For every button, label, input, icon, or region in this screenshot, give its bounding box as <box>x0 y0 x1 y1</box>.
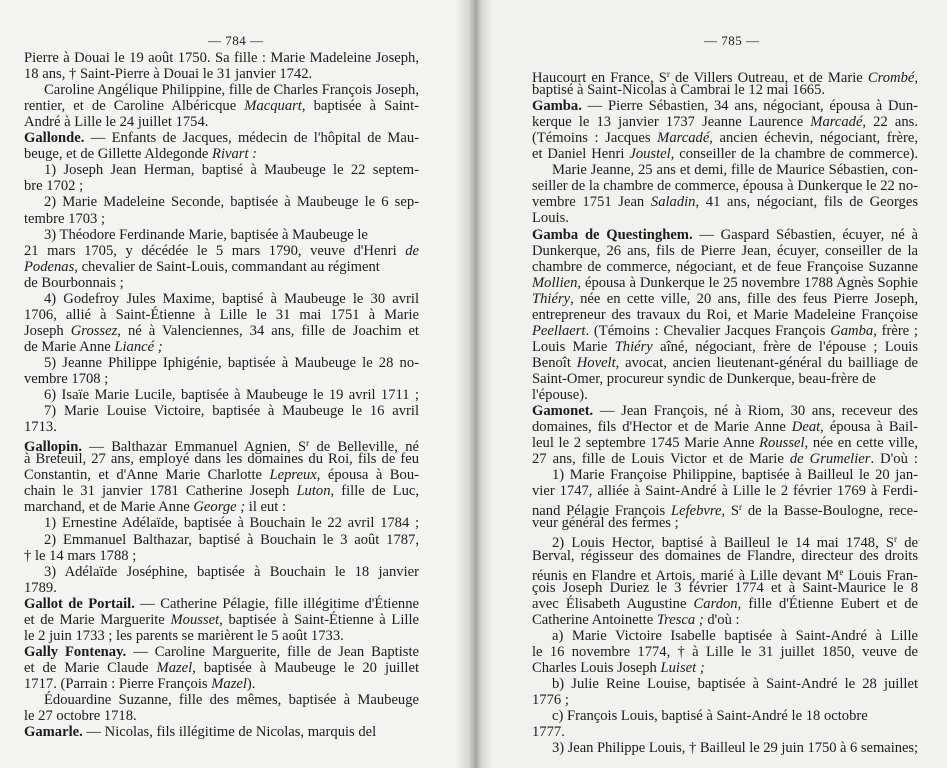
text-run: chambre de commerce, négociant, et de feue Françoise Suzanne <box>532 258 918 275</box>
text-line <box>532 194 918 210</box>
entry-heading: Gamonet. <box>532 403 594 420</box>
italic-name: Marcadé <box>657 130 710 147</box>
text-run: Louis Marie <box>532 338 615 355</box>
text-line <box>24 371 108 387</box>
text-run: nand Pélagie François <box>532 503 671 520</box>
text-run: de Bourbonnais ; <box>24 274 124 291</box>
text-line <box>532 692 569 708</box>
italic-name: Mollien <box>532 274 578 291</box>
text-run: Marie Jeanne, 25 ans et demi, fille de Maurice Sébastien, con- <box>552 162 918 179</box>
text-run: 2) Emmanuel Balthazar, baptisé à Bouchain le 3 août 1787, <box>44 531 419 548</box>
text-line <box>44 162 419 178</box>
entry-heading: Gamarle. <box>24 724 83 741</box>
text-run: de la Basse-Boulogne, rece- <box>742 503 918 520</box>
text-run: bre 1702 ; <box>24 178 84 195</box>
text-line <box>532 259 918 275</box>
text-line <box>44 564 419 580</box>
text-line <box>532 548 918 564</box>
text-line <box>24 676 255 692</box>
text-run: — Enfants de Jacques, médecin de l'hôpital de Mau- <box>84 130 419 147</box>
text-run: , avocat, ancien lieutenant-général du bailliage de <box>615 354 918 371</box>
text-run: c) François Louis, baptisé à Saint-André le 18 octobre <box>552 708 868 724</box>
text-run: r <box>894 534 898 545</box>
text-line <box>532 371 876 387</box>
italic-name: Hovelt <box>576 354 616 371</box>
text-line <box>532 291 918 307</box>
text-line <box>24 259 380 275</box>
text-run: r <box>739 502 743 513</box>
entry-heading: Gallonde. <box>24 130 85 147</box>
entry-heading: Gallot de Portail. <box>24 595 135 612</box>
text-line <box>532 339 918 355</box>
text-line <box>24 275 124 291</box>
text-line <box>24 708 137 724</box>
text-line <box>24 612 419 628</box>
text-line <box>552 708 868 724</box>
text-run: tembre 1703 ; <box>24 210 106 227</box>
italic-name: Gamba <box>830 322 874 339</box>
text-line <box>532 483 918 499</box>
text-run: et de Marie Marguerite <box>24 611 171 628</box>
text-run: , née en cette ville, 20 ans, fille des feus Pierre Joseph, <box>570 290 918 307</box>
text-run: réunis en Flandre et Artois, marié à Lille devant M <box>532 567 840 584</box>
text-run: leul le 2 septembre 1745 Marie Anne <box>532 435 760 452</box>
text-line <box>532 275 918 291</box>
text-run: de Villers Outreau, et de Marie <box>669 70 868 86</box>
text-run: vembre 1751 Jean <box>532 194 651 211</box>
text-run: — Balthazar Emmanuel Agnien, S <box>82 439 307 456</box>
text-run: et Daniel Henri <box>532 146 630 163</box>
text-line <box>532 435 918 451</box>
italic-name: Lefebvre <box>670 503 722 520</box>
text-run: 27 ans, fille de Louis Victor et de Marie <box>532 451 790 468</box>
text-run: de Marie Anne <box>24 338 115 355</box>
text-run: l'épouse). <box>532 387 588 403</box>
italic-name: Rivart : <box>212 146 258 163</box>
text-line <box>24 50 419 66</box>
text-line <box>24 323 419 339</box>
text-run: avec Élisabeth Augustine <box>532 595 694 612</box>
italic-name: Roussel <box>759 435 805 452</box>
italic-name: Peellaert <box>532 322 586 339</box>
text-line <box>24 178 83 194</box>
text-line <box>532 403 918 419</box>
text-line <box>532 660 705 676</box>
text-line <box>552 628 918 644</box>
text-run: 1) Marie Françoise Philippine, baptisée à Bailleul le 20 jan- <box>552 467 918 484</box>
text-line <box>24 483 419 499</box>
text-run: Dunkerque, 26 ans, fils de Pierre Jean, écuyer, conseiller de la <box>532 242 918 259</box>
text-run: Berval, régisseur des domaines de Flandre, directeur des droits <box>532 547 918 564</box>
text-run: il eut : <box>245 499 287 516</box>
italic-name: Luton <box>296 483 331 500</box>
text-run: André à Lille le 24 juillet 1754. <box>24 114 209 131</box>
text-run: — Caroline Marguerite, fille de Jean Baptiste <box>126 643 420 660</box>
text-run: — Gaspard Sébastien, écuyer, né à <box>692 226 918 243</box>
text-run: — Nicolas, fils illégitime de Nicolas, marquis del <box>82 724 377 741</box>
text-run: entrepreneur des travaux du Roi, et Marie Madeleine Françoise <box>532 306 918 323</box>
text-run: vembre 1708 ; <box>24 371 109 387</box>
text-run: de Belleville, né <box>309 439 419 456</box>
text-run: à Breteuil, 27 ans, employé dans les domaines du Roi, fils de feu <box>24 451 419 468</box>
text-run: , baptisée à Saint- <box>301 98 419 115</box>
text-run: 1777. <box>532 724 565 741</box>
text-line <box>532 724 565 740</box>
text-line <box>552 740 918 756</box>
text-line <box>24 130 419 146</box>
text-line <box>24 644 419 660</box>
text-line <box>44 387 419 403</box>
italic-name: Mazel <box>156 659 193 676</box>
text-run: 1713. <box>24 419 57 436</box>
text-run: , conseiller de la chambre de commerce). <box>670 146 918 163</box>
text-run: le 2 juin 1733 ; les parents se marièrent le 5 août 1733. <box>24 627 344 644</box>
italic-name: George ; <box>193 499 246 516</box>
entry-heading: Gally Fontenay. <box>24 643 127 660</box>
text-run: 6) Isaïe Marie Lucile, baptisée à Maubeuge le 19 avril 1711 ; <box>44 387 419 404</box>
text-run: 1) Ernestine Adélaïde, baptisée à Bouchain le 22 avril 1784 ; <box>44 515 419 532</box>
text-run: † le 14 mars 1788 ; <box>24 547 137 564</box>
text-run: , né à Valenciennes, 34 ans, fille de Joachim et <box>117 322 419 339</box>
text-line <box>24 499 286 515</box>
italic-name: Marcadé <box>810 114 863 131</box>
text-run: 7) Marie Louise Victoire, baptisée à Maubeuge le 16 avril <box>44 403 419 420</box>
text-line <box>532 130 918 146</box>
text-run: Constantin, et d'Anne Marie Charlotte <box>24 467 270 484</box>
text-run: , baptisée à Saint-Étienne à Lille <box>219 611 419 628</box>
text-run: e <box>839 566 844 577</box>
text-line <box>24 724 376 740</box>
text-run: vier 1747, alliée à Saint-André à Lille le 2 février 1769 à Ferdi- <box>532 483 918 500</box>
text-run: Benoît <box>532 354 577 371</box>
text-run: 1706, allié à Saint-Étienne à Lille le 31 mai 1751 à Marie <box>24 306 419 323</box>
text-line <box>532 114 918 130</box>
text-line <box>24 307 419 323</box>
text-line <box>532 644 918 660</box>
text-line <box>532 451 918 467</box>
italic-name: Cardon <box>693 595 738 612</box>
italic-name: Liancé ; <box>114 338 163 355</box>
text-line <box>44 532 419 548</box>
text-run: rentier, et de Caroline Albéricque <box>24 98 245 115</box>
italic-name: Thiéry <box>532 290 571 307</box>
text-run: d'où : <box>703 611 740 628</box>
text-line <box>44 515 419 531</box>
text-line <box>532 596 918 612</box>
text-run: seiller de la chambre de commerce, épousa à Dunkerque le 22 no- <box>532 178 918 195</box>
text-run: , née en cette ville, <box>804 435 918 452</box>
text-line <box>552 467 918 483</box>
text-run: 3) Jean Philippe Louis, † Bailleul le 29 juin 1750 à 6 semaines; <box>552 740 918 757</box>
text-run: , chevalier de Saint-Louis, commandant au régiment <box>74 258 380 275</box>
italic-name: Macquart <box>244 98 302 115</box>
text-run: 1) Joseph Jean Herman, baptisé à Maubeuge le 22 septem- <box>44 162 419 179</box>
text-run: , fille d'Étienne Eubert et de <box>737 595 918 612</box>
entry-heading: Gamba de Questinghem. <box>532 226 693 243</box>
text-run: Louis Fran- <box>843 567 919 584</box>
text-line <box>24 98 419 114</box>
text-line <box>24 467 419 483</box>
text-line <box>24 580 57 596</box>
text-run: , frère ; <box>873 322 918 339</box>
text-run: domaines, fils d'Hector et de Marie Anne <box>532 419 792 436</box>
text-run: , baptisée à Maubeuge le 20 juillet <box>192 659 419 676</box>
text-line <box>44 692 419 708</box>
text-line <box>24 548 136 564</box>
text-run: , ancien échevin, négociant, frère, <box>709 130 918 147</box>
text-line <box>24 660 419 676</box>
text-line <box>44 355 419 371</box>
entry-heading: Gallopin. <box>24 439 82 456</box>
text-run: , 22 ans. <box>862 114 918 131</box>
text-line <box>24 339 163 355</box>
text-run: . D'où : <box>870 451 918 468</box>
text-line <box>24 628 344 644</box>
text-line <box>532 307 918 323</box>
text-line <box>24 451 419 467</box>
text-run: Caroline Angélique Philippine, fille de Charles François Joseph, <box>44 82 419 99</box>
page-number-784: — 784 — <box>208 33 264 48</box>
right-page <box>474 0 947 768</box>
text-run: Édouardine Suzanne, fille des mêmes, baptisée à Maubeuge <box>44 692 419 708</box>
text-line <box>532 146 918 162</box>
text-line <box>552 162 918 178</box>
text-run: 1717. (Parrain : Pierre François <box>24 675 212 692</box>
text-run: de <box>897 535 918 552</box>
text-run: Louis. <box>532 210 569 227</box>
text-line <box>24 66 312 82</box>
text-run: Pierre à Douai le 19 août 1750. Sa fille : Marie Madeleine Joseph, <box>24 50 419 66</box>
italic-name: Mousset <box>170 611 220 628</box>
italic-name: Thiéry <box>614 338 653 355</box>
text-run: , <box>914 70 918 86</box>
text-line <box>532 387 588 403</box>
text-run: 4) Godefroy Jules Maxime, baptisé à Maubeuge le 30 avril <box>44 290 419 307</box>
text-run: — Jean François, né à Riom, 30 ans, receveur des <box>593 403 918 420</box>
text-run: marchand, et de Marie Anne <box>24 499 194 516</box>
text-run: Joseph <box>24 322 71 339</box>
text-run: , fille de Luc, <box>330 483 419 500</box>
text-line <box>24 114 208 130</box>
text-line <box>44 227 368 243</box>
text-run: , 41 ans, négociant, fils de Georges <box>695 194 918 211</box>
text-line <box>24 419 57 435</box>
text-run: 2) Louis Hector, baptisé à Bailleul le 14 mai 1748, S <box>552 535 895 552</box>
text-line <box>532 243 918 259</box>
text-run: baptisé à Saint-Nicolas à Cambrai le 12 mai 1665. <box>532 82 826 99</box>
text-line <box>24 146 257 162</box>
text-run: çois Joseph Duriez le 3 février 1774 et à Saint-Maurice le 8 <box>532 579 918 596</box>
text-run: et de Marie Claude <box>24 659 157 676</box>
text-line <box>44 403 419 419</box>
text-line <box>532 515 679 531</box>
text-run: , S <box>721 503 740 520</box>
text-line <box>532 419 918 435</box>
italic-name: Podenas <box>24 258 75 275</box>
text-line <box>532 580 918 596</box>
italic-name: Grossez <box>70 322 118 339</box>
italic-name: Joustel <box>629 146 671 163</box>
text-run: Haucourt en France, S <box>532 70 667 86</box>
italic-name: de <box>405 242 419 259</box>
text-run: — Catherine Pélagie, fille illégitime d'Étienne <box>134 595 419 612</box>
text-run: r <box>666 69 670 79</box>
italic-name: Deat <box>791 419 821 436</box>
text-line <box>24 596 419 612</box>
text-run: 2) Marie Madeleine Seconde, baptisée à Maubeuge le 6 sep- <box>44 194 419 211</box>
italic-name: de Grumelier <box>789 451 871 468</box>
text-run: Saint-Omer, procureur syndic de Dunkerque, beau-frère de <box>532 370 876 387</box>
italic-name: Saladin <box>650 194 696 211</box>
text-run: , épousa à Bou- <box>316 467 419 484</box>
text-line <box>24 211 105 227</box>
italic-name: Tresca ; <box>656 611 704 628</box>
page-number-785: — 785 — <box>704 33 760 48</box>
text-run: Catherine Antoinette <box>532 611 657 628</box>
text-run: r <box>306 438 310 449</box>
text-line <box>24 243 419 259</box>
text-run: Charles Louis Joseph <box>532 659 661 676</box>
text-run: aîné, négociant, frère de l'épouse ; Louis <box>652 338 919 355</box>
text-run: kerque le 13 janvier 1737 Jeanne Laurence <box>532 114 811 131</box>
text-line <box>532 227 918 243</box>
text-run: . (Témoins : Chevalier Jacques François <box>585 322 831 339</box>
text-line <box>44 194 419 210</box>
text-line <box>44 82 419 98</box>
text-run: 1776 ; <box>532 691 569 708</box>
text-run: , épousa à Dunkerque le 25 novembre 1788 Agnès Sophie <box>577 274 918 291</box>
text-line <box>532 612 740 628</box>
text-run: ). <box>246 675 256 692</box>
italic-name: Crombé <box>867 70 915 86</box>
text-run: — Pierre Sébastien, 34 ans, négociant, épousa à Dun- <box>581 98 918 115</box>
text-run: 18 ans, † Saint-Pierre à Douai le 31 janvier 1742. <box>24 66 313 83</box>
text-line <box>532 323 918 339</box>
text-run: le 27 octobre 1718. <box>24 708 137 725</box>
italic-name: Lepreux <box>269 467 317 484</box>
text-line <box>532 98 918 114</box>
text-line <box>44 291 419 307</box>
text-line <box>532 178 918 194</box>
left-page <box>0 0 470 768</box>
text-run: 3) Adélaïde Joséphine, baptisée à Bouchain le 18 janvier <box>44 563 419 580</box>
text-run: a) Marie Victoire Isabelle baptisée à Saint-André à Lille <box>552 627 918 644</box>
entry-heading: Gamba. <box>532 98 582 115</box>
text-line <box>532 355 918 371</box>
text-run: 21 mars 1705, y décédée le 5 mars 1790, veuve d'Henri <box>24 242 406 259</box>
text-run: 1789. <box>24 579 57 596</box>
text-run: veur général des fermes ; <box>532 515 679 532</box>
text-run: b) Julie Reine Louise, baptisée à Saint-André le 28 juillet <box>552 675 918 692</box>
text-run: 5) Jeanne Philippe Iphigénie, baptisée à Maubeuge le 28 no- <box>44 354 419 371</box>
italic-name: Luiset ; <box>660 659 705 676</box>
text-run: le 16 novembre 1774, † à Lille le 31 juillet 1850, veuve de <box>532 643 918 660</box>
text-run: , épousa à Bail- <box>820 419 918 436</box>
italic-name: Mazel <box>211 675 247 692</box>
text-line <box>532 82 825 98</box>
text-run: 3) Théodore Ferdinande Marie, baptisée à Maubeuge le <box>44 226 368 243</box>
text-line <box>532 210 569 226</box>
text-run: chain le 31 janvier 1781 Catherine Joseph <box>24 483 297 500</box>
text-run: beuge, et de Gillette Aldegonde <box>24 146 213 163</box>
text-run: (Témoins : Jacques <box>532 130 658 147</box>
text-line <box>552 676 918 692</box>
